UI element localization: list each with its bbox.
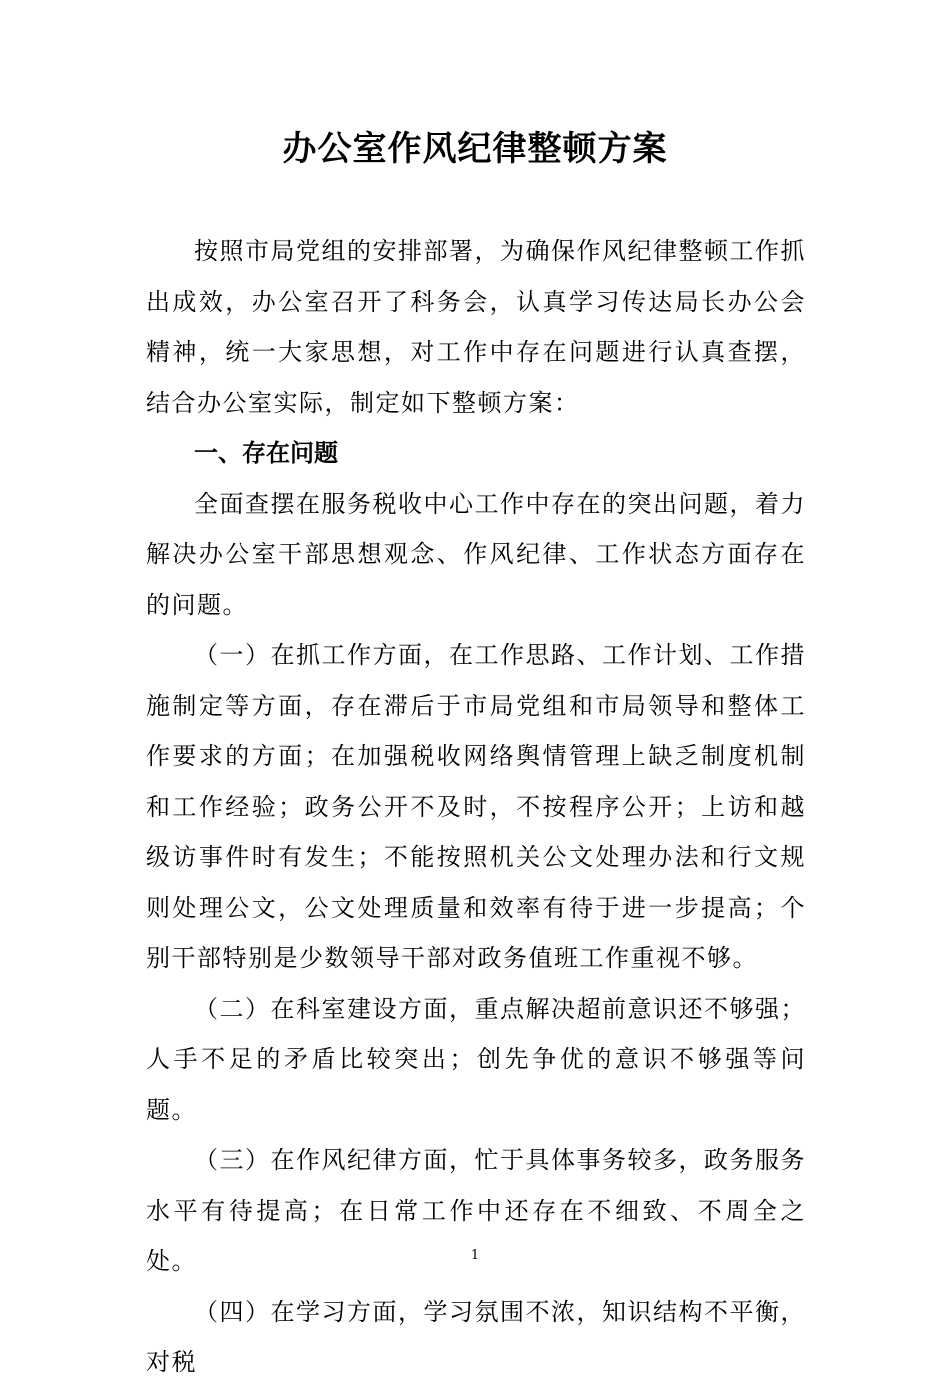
problem-item-2-paragraph: （二）在科室建设方面，重点解决超前意识还不够强；人手不足的矛盾比较突出；创先争优的意识不够强等问题。 (146, 994, 806, 1124)
intro-paragraph: 按照市局党组的安排部署，为确保作风纪律整顿工作抓出成效，办公室召开了科务会，认真学习传达局长办公会精神，统一大家思想，对工作中存在问题进行认真查摆，结合办公室实际，制定如下整顿方案： (146, 237, 806, 417)
problem-item-4-paragraph: （四）在学习方面，学习氛围不浓，知识结构不平衡，对税 (146, 1297, 806, 1376)
document-title: 办公室作风纪律整顿方案 (282, 129, 668, 169)
document-body (146, 226, 806, 1388)
page-number: 1 (470, 1248, 480, 1263)
problem-item-3-paragraph: （三）在作风纪律方面，忙于具体事务较多，政务服务水平有待提高；在日常工作中还存在不细致、不周全之处。 (146, 1146, 806, 1275)
section-heading-problems: 一、存在问题 (194, 439, 338, 467)
problem-item-1-paragraph: （一）在抓工作方面，在工作思路、工作计划、工作措施制定等方面，存在滞后于市局党组和市局领导和整体工作要求的方面；在加强税收网络舆情管理上缺乏制度机制和工作经验；政务公开不及时，不按程序公开；上访和越级访事件时有发生；不能按照机关公文处理办法和行文规则处理公文，公文处理质量和效率有待于进一步提高；个别干部特别是少数领导干部对政务值班工作重视不够。 (146, 641, 806, 972)
problems-summary-paragraph: 全面查摆在服务税收中心工作中存在的突出问题，着力解决办公室干部思想观念、作风纪律、工作状态方面存在的问题。 (146, 489, 806, 619)
